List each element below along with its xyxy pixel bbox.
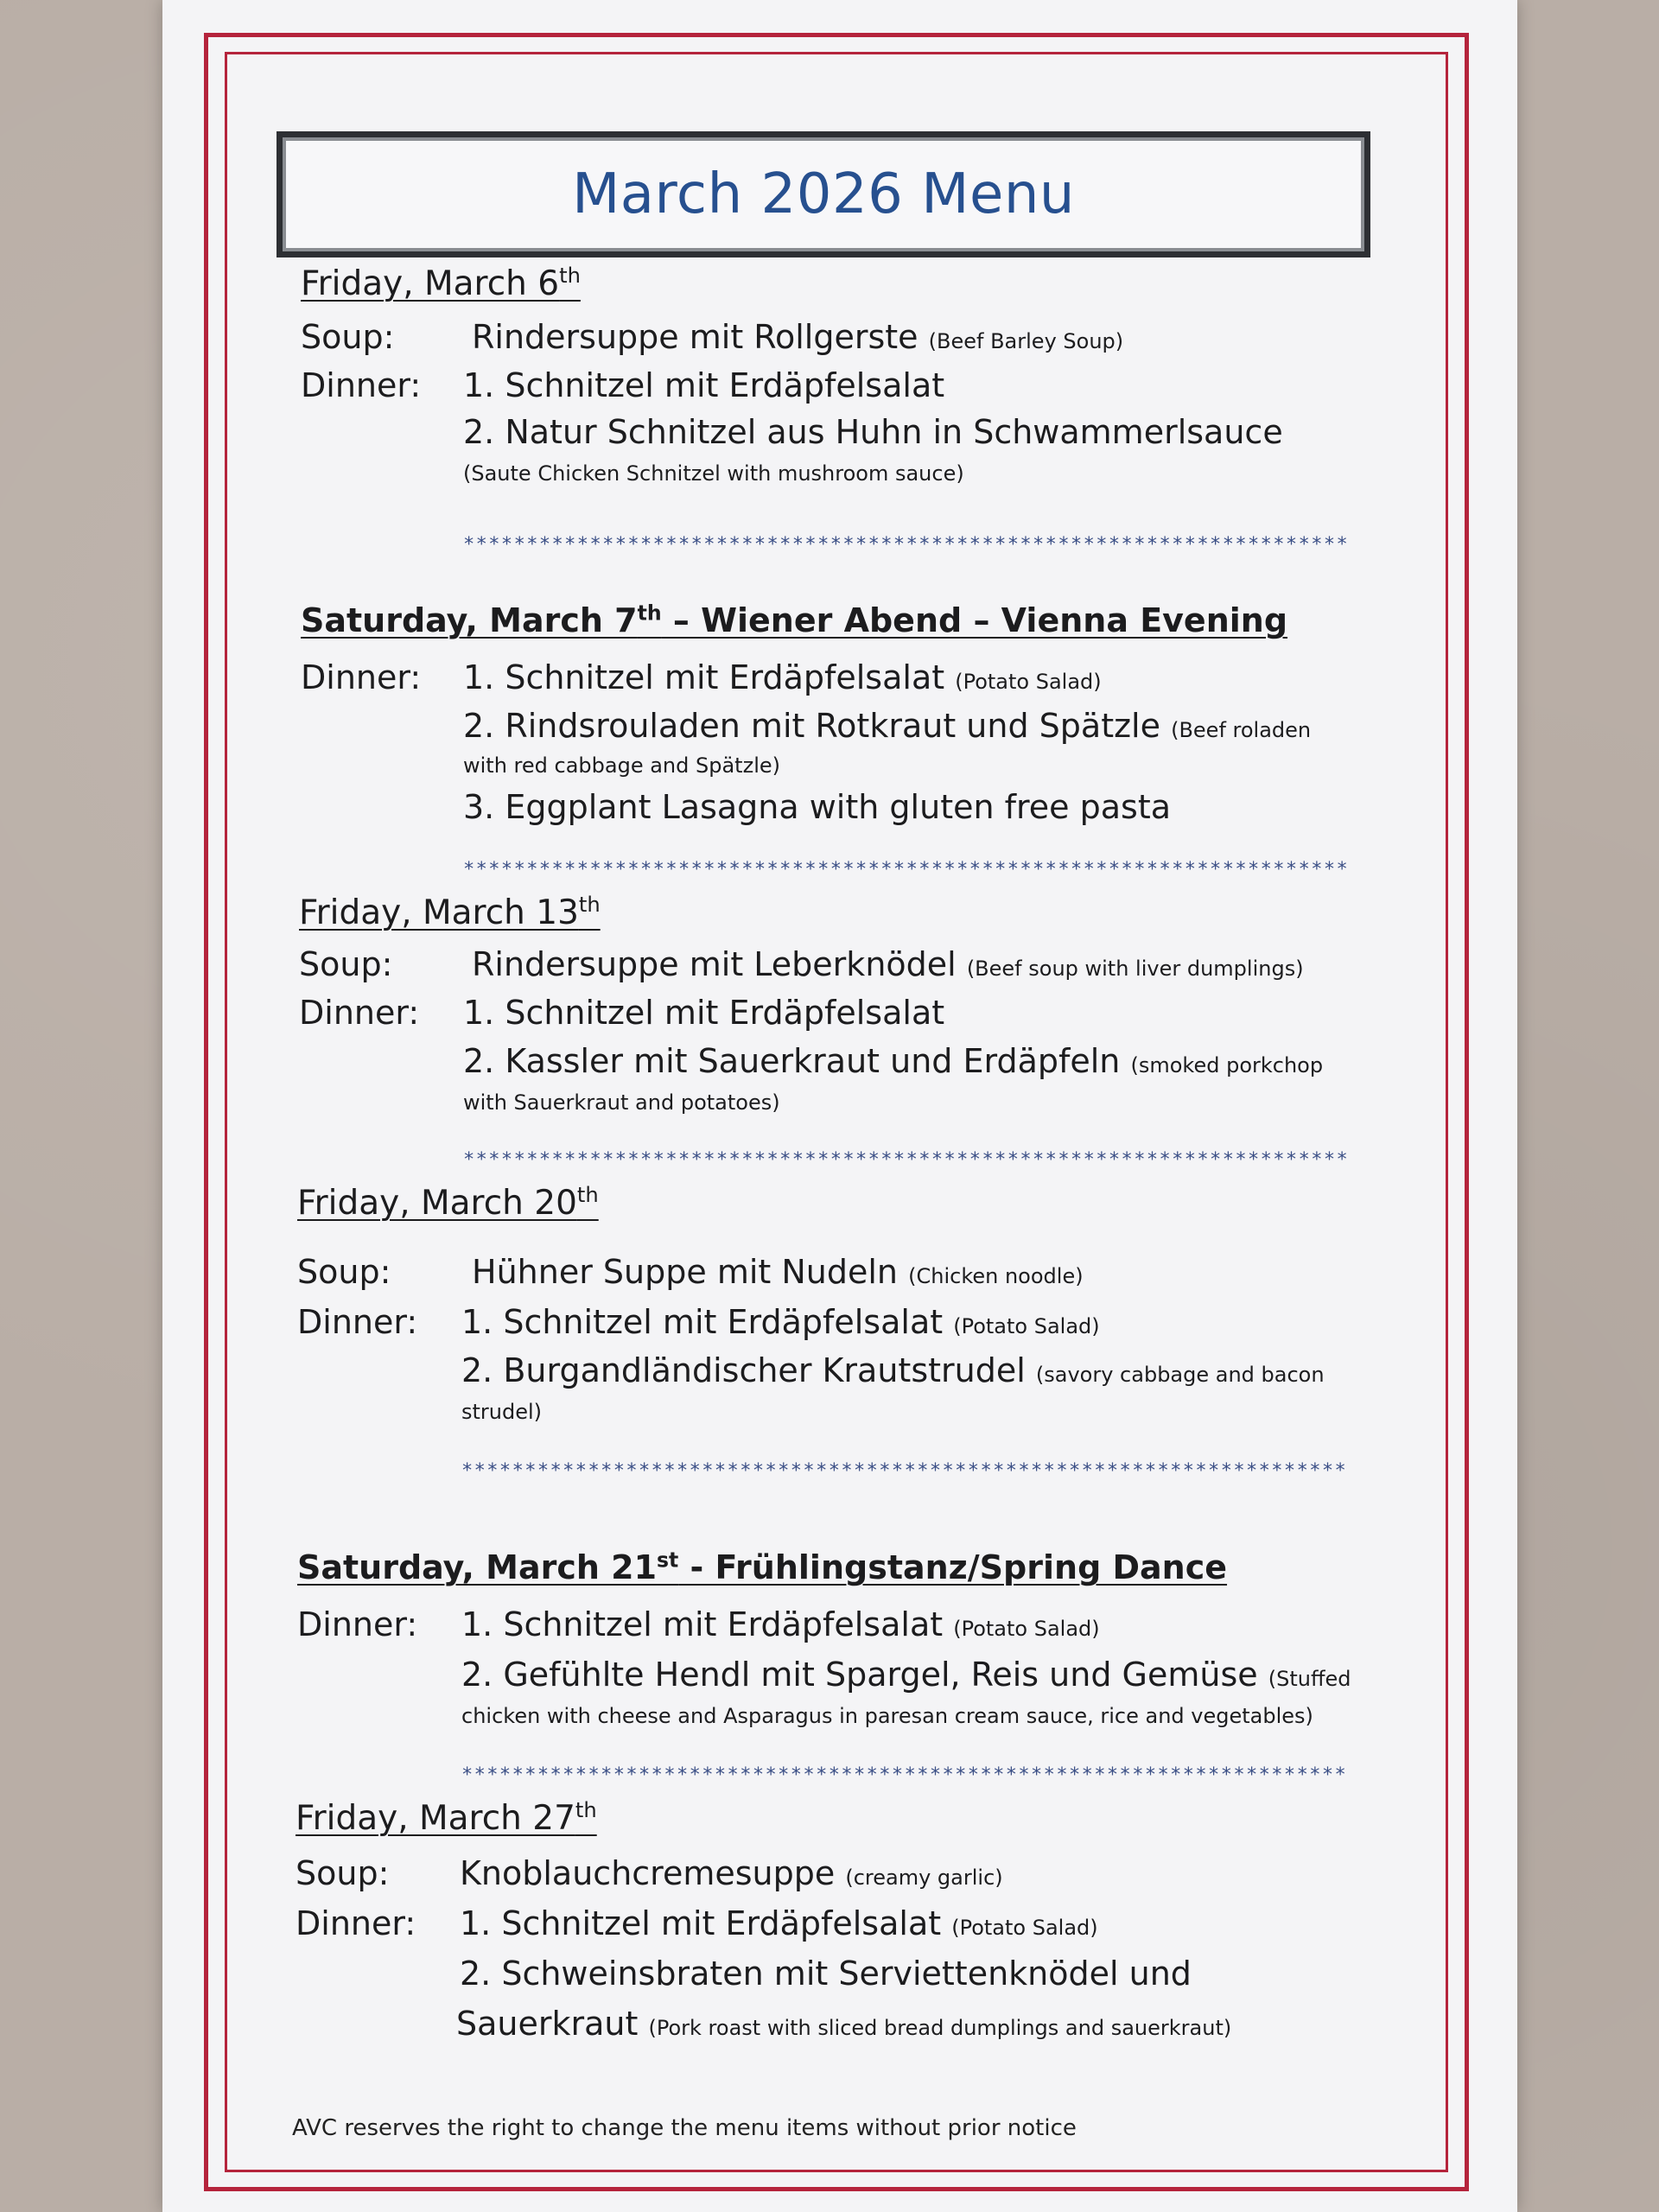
section-heading-march-21: Saturday, March 21st - Frühlingstanz/Spring Dance xyxy=(297,1548,1228,1586)
menu-paper xyxy=(162,0,1517,2212)
soup-label: Soup: xyxy=(296,1854,390,1892)
dinner-item: 2. Kassler mit Sauerkraut und Erdäpfeln (smoked porkchop xyxy=(463,1042,1324,1080)
dinner-item: 1. Schnitzel mit Erdäpfelsalat (Potato Salad) xyxy=(460,1904,1098,1942)
star-separator: ********************************************************************** xyxy=(463,1149,1350,1171)
dinner-label: Dinner: xyxy=(299,994,420,1032)
dinner-label: Dinner: xyxy=(296,1904,416,1942)
menu-content xyxy=(162,0,1517,2212)
star-separator: ********************************************************************** xyxy=(463,534,1350,556)
dinner-item: 1. Schnitzel mit Erdäpfelsalat (Potato Salad) xyxy=(461,1303,1100,1341)
section-heading-march-6: Friday, March 6th xyxy=(301,264,581,303)
dinner-item: 2. Burgandländischer Krautstrudel (savory cabbage and bacon xyxy=(461,1351,1325,1389)
dinner-item-note: strudel) xyxy=(461,1400,543,1424)
soup-label: Soup: xyxy=(301,318,395,356)
dinner-item: 1. Schnitzel mit Erdäpfelsalat xyxy=(463,366,945,404)
soup-item: Knoblauchcremesuppe (creamy garlic) xyxy=(460,1854,1003,1892)
soup-item: Hühner Suppe mit Nudeln (Chicken noodle) xyxy=(472,1253,1084,1291)
section-heading-march-27: Friday, March 27th xyxy=(296,1798,597,1838)
dinner-label: Dinner: xyxy=(297,1303,418,1341)
soup-item: Rindersuppe mit Leberknödel (Beef soup with liver dumplings) xyxy=(472,945,1304,983)
footer-disclaimer: AVC reserves the right to change the menu items without prior notice xyxy=(292,2115,1077,2141)
dinner-item: 1. Schnitzel mit Erdäpfelsalat (Potato Salad) xyxy=(461,1605,1100,1643)
section-heading-march-20: Friday, March 20th xyxy=(297,1183,599,1223)
dinner-item: 2. Gefühlte Hendl mit Spargel, Reis und Gemüse (Stuffed xyxy=(461,1656,1351,1694)
star-separator: ********************************************************************** xyxy=(461,1460,1348,1482)
star-separator: ********************************************************************** xyxy=(463,859,1350,880)
soup-item: Rindersuppe mit Rollgerste (Beef Barley Soup) xyxy=(472,318,1124,356)
dinner-item-note: chicken with cheese and Asparagus in paresan cream sauce, rice and vegetables) xyxy=(461,1704,1313,1728)
dinner-item: 2. Schweinsbraten mit Serviettenknödel und xyxy=(460,1955,1192,1993)
dinner-item: 2. Rindsrouladen mit Rotkraut und Spätzle (Beef roladen xyxy=(463,707,1312,745)
soup-label: Soup: xyxy=(299,945,393,983)
star-separator: ********************************************************************** xyxy=(461,1764,1348,1786)
dinner-item-note: with red cabbage and Spätzle) xyxy=(463,753,780,778)
dinner-item: Sauerkraut (Pork roast with sliced bread dumplings and sauerkraut) xyxy=(456,2005,1232,2043)
dinner-label: Dinner: xyxy=(301,366,422,404)
dinner-label: Dinner: xyxy=(297,1605,418,1643)
dinner-item-note: (Saute Chicken Schnitzel with mushroom sauce) xyxy=(463,461,964,486)
dinner-item: 1. Schnitzel mit Erdäpfelsalat xyxy=(463,994,945,1032)
dinner-item: 1. Schnitzel mit Erdäpfelsalat (Potato Salad) xyxy=(463,658,1102,696)
section-heading-march-13: Friday, March 13th xyxy=(299,893,601,932)
dinner-item-note: with Sauerkraut and potatoes) xyxy=(463,1090,780,1115)
section-heading-march-7: Saturday, March 7th – Wiener Abend – Vienna Evening xyxy=(301,601,1288,639)
page-title: March 2026 Menu xyxy=(572,162,1075,226)
dinner-label: Dinner: xyxy=(301,658,422,696)
soup-label: Soup: xyxy=(297,1253,391,1291)
dinner-item: 2. Natur Schnitzel aus Huhn in Schwammerlsauce xyxy=(463,413,1283,451)
dinner-item: 3. Eggplant Lasagna with gluten free pasta xyxy=(463,788,1172,826)
